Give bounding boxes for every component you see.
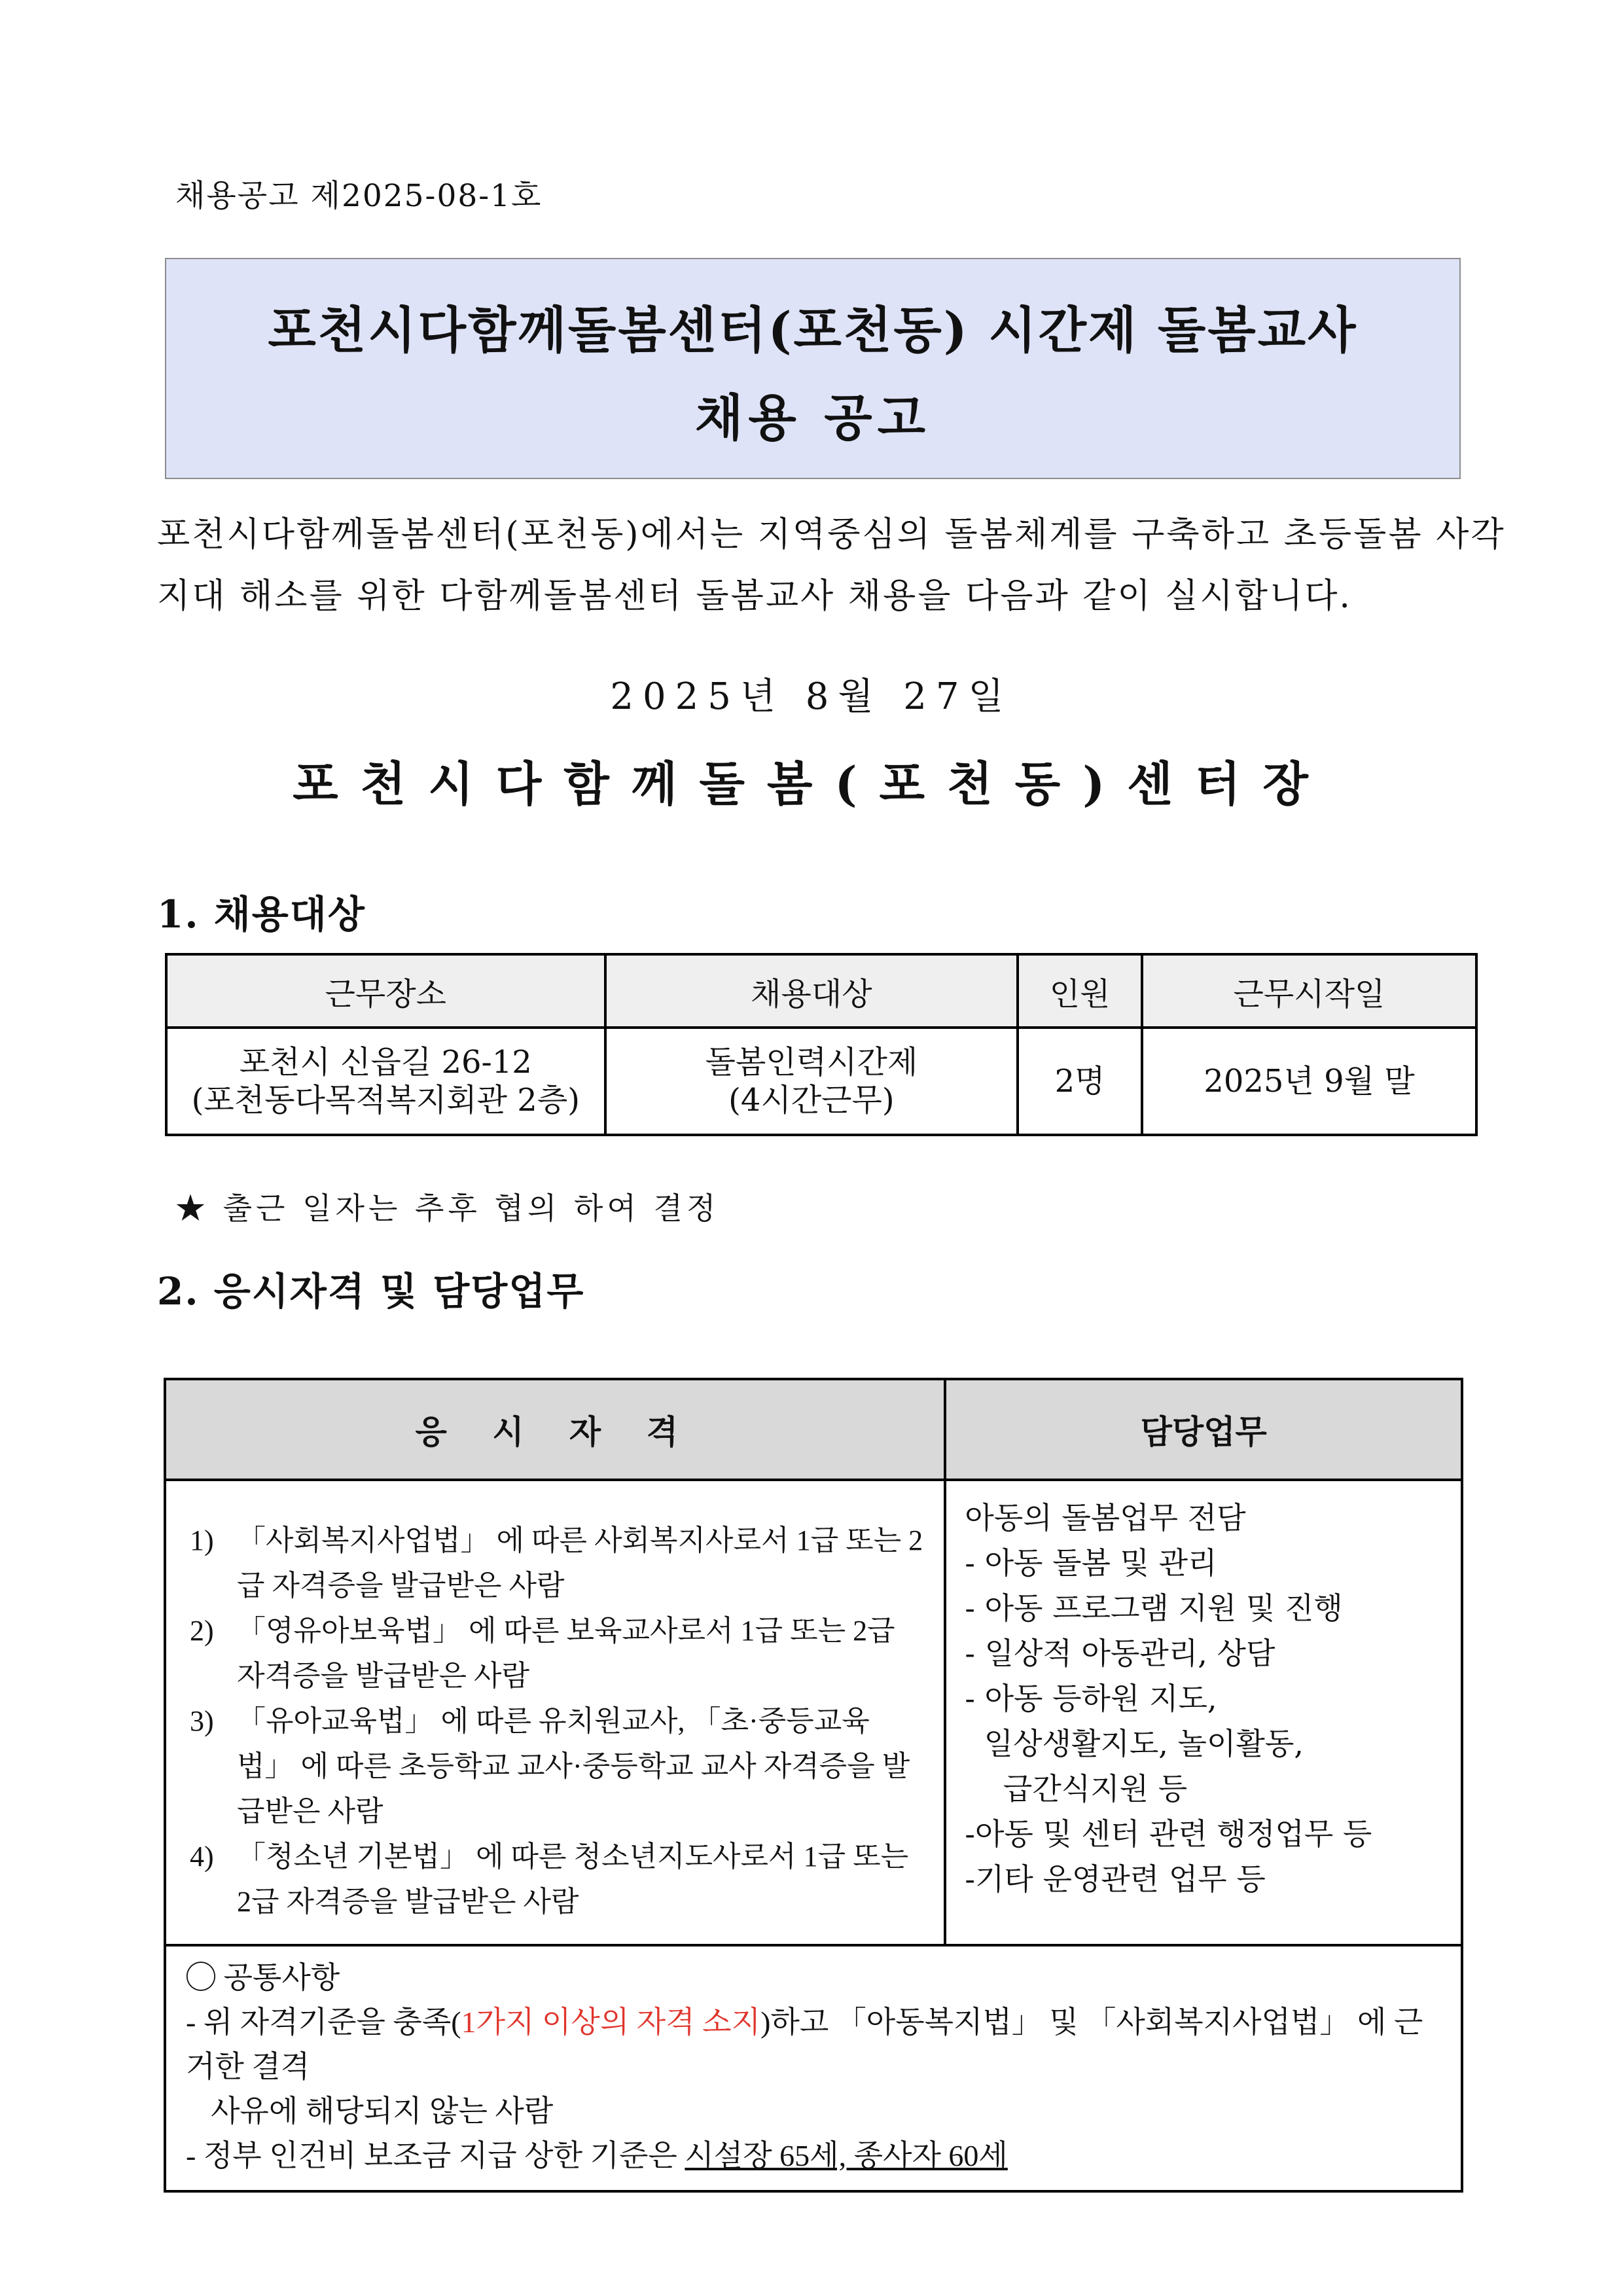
qualification-item <box>190 1834 924 1924</box>
title-box <box>165 258 1461 479</box>
cell-target <box>605 1028 1018 1135</box>
target-line-2: (4시간근무) <box>728 1082 895 1119</box>
qualification-table <box>164 1378 1463 2193</box>
common-row <box>165 1945 1462 2191</box>
section-2-heading: 2. 응시자격 및 담당업무 <box>157 1269 585 1314</box>
header-target: 채용대상 <box>605 954 1018 1028</box>
qualification-cell <box>165 1480 945 1945</box>
qualification-list <box>166 1481 944 1944</box>
notice-date: 2025년 8월 27일 <box>610 675 1013 718</box>
title-line-1: 포천시다함께돌봄센터(포천동) 시간제 돌봄교사 <box>268 301 1358 359</box>
title-line-2: 채용 공고 <box>694 389 931 447</box>
common-line-2: 사유에 해당되지 않는 사람 <box>211 2094 554 2128</box>
duties-list <box>946 1481 1461 1915</box>
signature: 포천시다함께돌봄(포천동)센터장 <box>293 756 1330 812</box>
duty-item: 급간식지원 등 <box>965 1771 1188 1806</box>
duty-item: - 아동 등하원 지도, <box>965 1681 1217 1716</box>
common-line-1 <box>186 2000 1444 2089</box>
common-line-1-b: )하고 「아동복지법」 및 「사회복지사업법」 에 근거한 결격 <box>186 2005 1423 2083</box>
section-1-heading: 1. 채용대상 <box>157 892 366 937</box>
duty-item: - 아동 돌봄 및 관리 <box>965 1545 1217 1581</box>
qualification-item <box>190 1698 924 1834</box>
common-requirements <box>166 1946 1461 2190</box>
recruitment-table <box>165 953 1478 1136</box>
notice-number: 채용공고 제2025-08-1호 <box>175 178 543 214</box>
qualification-item <box>190 1608 924 1698</box>
intro-paragraph <box>157 504 1506 627</box>
qual-header-row <box>165 1379 1462 1480</box>
header-start: 근무시작일 <box>1142 954 1476 1028</box>
cell-count: 2명 <box>1018 1028 1142 1135</box>
qualification-text: 「청소년 기본법」 에 따른 청소년지도사로서 1급 또는 2급 자격증을 발급받은 사람 <box>237 1840 909 1918</box>
intro-line-1: 포천시다함께돌봄센터(포천동)에서는 지역중심의 돌봄체계를 구축하고 초등돌봄 사각 <box>157 515 1506 554</box>
start-date-note: ★ 출근 일자는 추후 협의 하여 결정 <box>175 1191 720 1226</box>
duties-cell <box>945 1480 1462 1945</box>
duty-item: 아동의 돌봄업무 전담 <box>965 1500 1246 1535</box>
common-heading: ◯ 공통사항 <box>186 1961 340 1994</box>
cell-place <box>166 1028 605 1135</box>
common-line-1-a: - 위 자격기준을 충족( <box>186 2005 461 2039</box>
intro-line-2: 지대 해소를 위한 다함께돌봄센터 돌봄교사 채용을 다음과 같이 실시합니다. <box>157 577 1352 616</box>
qualification-item <box>190 1518 924 1608</box>
qualification-text: 「사회복지사업법」 에 따른 사회복지사로서 1급 또는 2급 자격증을 발급받은 사람 <box>237 1524 923 1602</box>
header-count: 인원 <box>1018 954 1142 1028</box>
table-row <box>166 1028 1476 1135</box>
qualification-number: 3) <box>190 1705 214 1737</box>
place-line-1: 포천시 신읍길 26-12 <box>239 1044 532 1081</box>
common-line-3 <box>186 2134 1444 2178</box>
target-line-1: 돌봄인력시간제 <box>705 1044 918 1081</box>
qualification-number: 1) <box>190 1524 214 1556</box>
duty-item: - 아동 프로그램 지원 및 진행 <box>965 1590 1343 1626</box>
duty-item: - 일상적 아동관리, 상담 <box>965 1636 1275 1671</box>
qualification-number: 2) <box>190 1615 214 1647</box>
qualification-number: 4) <box>190 1840 214 1873</box>
header-place: 근무장소 <box>166 954 605 1028</box>
common-line-3-underline: 시설장 65세, 종사자 60세 <box>685 2139 1008 2172</box>
duty-item: 일상생활지도, 놀이활동, <box>965 1726 1304 1761</box>
common-line-3-a: - 정부 인건비 보조금 지급 상한 기준은 <box>186 2139 685 2172</box>
qualification-text: 「유아교육법」 에 따른 유치원교사, 「초·중등교육법」 에 따른 초등학교 교사·중등학교 교사 자격증을 발급받은 사람 <box>237 1705 910 1827</box>
cell-start: 2025년 9월 말 <box>1142 1028 1476 1135</box>
place-line-2: (포천동다목적복지회관 2층) <box>191 1082 580 1119</box>
qual-body-row <box>165 1480 1462 1945</box>
header-qualification: 응 시 자 격 <box>165 1379 945 1480</box>
table-header-row <box>166 954 1476 1028</box>
duty-item: -아동 및 센터 관련 행정업무 등 <box>965 1816 1372 1852</box>
common-line-1-red: 1가지 이상의 자격 소지 <box>461 2005 761 2039</box>
header-duties: 담당업무 <box>945 1379 1462 1480</box>
common-cell <box>165 1945 1462 2191</box>
qualification-text: 「영유아보육법」 에 따른 보육교사로서 1급 또는 2급 자격증을 발급받은 사람 <box>237 1615 895 1692</box>
duty-item: -기타 운영관련 업무 등 <box>965 1861 1266 1897</box>
